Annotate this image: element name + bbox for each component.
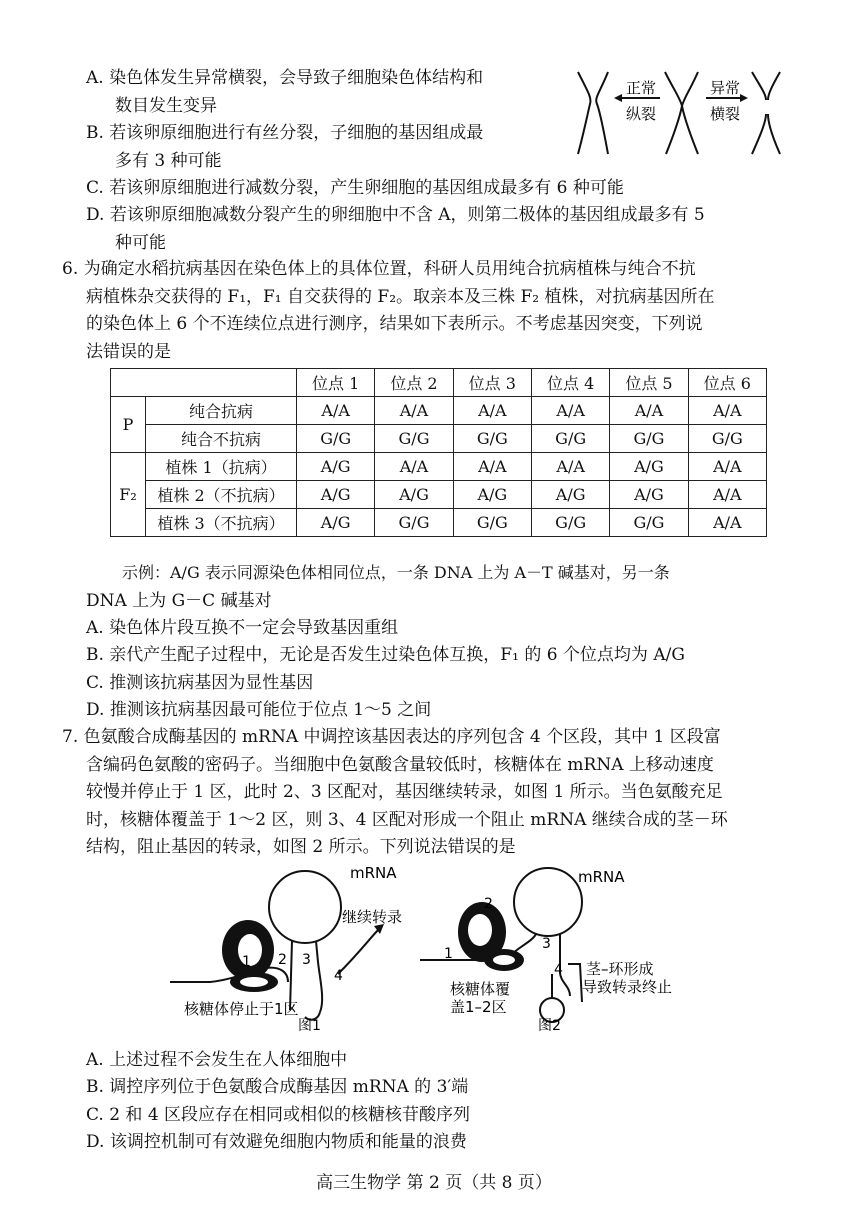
table-cell: G/G [531,425,609,453]
fig1-region-1: 1 [242,954,251,970]
q6-stem-line1: 6. 为确定水稻抗病基因在染色体上的具体位置，科研人员用纯合抗病植株与纯合不抗 [62,259,696,279]
table-header-row [111,369,767,397]
q6-option-a: A. 染色体片段互换不一定会导致基因重组 [86,618,399,638]
table-row [111,509,767,537]
fig1-region-2: 2 [278,952,287,968]
fig2-title: 图2 [538,1018,561,1034]
table-cell: A/G [297,481,375,509]
q7-stem-line3: 较慢并停止于 1 区，此时 2、3 区配对，基因继续转录，如图 1 所示。当色氨酸充足 [86,782,723,802]
group-label-p: P [111,397,146,453]
table-cell: A/A [297,397,375,425]
q6-stem-line4: 法错误的是 [86,342,171,362]
q6-stem-line2: 病植株杂交获得的 F₁，F₁ 自交获得的 F₂。取亲本及三株 F₂ 植株，对抗病基因所在 [86,287,715,307]
fig2-region-1: 1 [444,946,453,962]
figure-1-ribosome-stalled [170,862,420,1042]
table-cell: G/G [297,425,375,453]
q7-option-a: A. 上述过程不会发生在人体细胞中 [86,1050,348,1070]
q5-option-b-line2: 多有 3 种可能 [115,151,222,171]
row-label: 植株 3（不抗病） [146,509,297,537]
genotype-table [110,368,767,537]
table-cell: A/A [531,397,609,425]
table-cell: A/A [375,397,453,425]
table-cell: A/G [375,481,453,509]
table-cell: A/A [531,453,609,481]
q6-option-d: D. 推测该抗病基因最可能位于位点 1～5 之间 [86,700,432,720]
q7-stem-line1: 7. 色氨酸合成酶基因的 mRNA 中调控该基因表达的序列包含 4 个区段，其中 1 区段富 [62,727,721,747]
q6-option-c: C. 推测该抗病基因为显性基因 [86,673,314,693]
q7-stem-line2: 含编码色氨酸的密码子。当细胞中色氨酸含量较低时，核糖体在 mRNA 上移动速度 [86,755,714,775]
q7-option-b: B. 调控序列位于色氨酸合成酶基因 mRNA 的 3′端 [86,1077,469,1097]
header-site-3: 位点 3 [453,369,531,397]
row-label: 纯合不抗病 [146,425,297,453]
table-cell: A/G [610,481,688,509]
q5-option-c: C. 若该卵原细胞进行减数分裂，产生卵细胞的基因组成最多有 6 种可能 [86,178,624,198]
row-label: 植株 1（抗病） [146,453,297,481]
fig2-stem-loop-label-1: 茎–环形成 [586,960,654,978]
table-cell: G/G [610,509,688,537]
fig2-region-4: 4 [554,962,563,978]
page-footer: 高三生物学 第 2 页（共 8 页） [316,1173,552,1193]
fig1-continue-label: 继续转录 [342,908,403,926]
table-cell: A/A [610,397,688,425]
fig1-title: 图1 [298,1018,321,1034]
table-cell: A/A [375,453,453,481]
table-cell: A/A [688,453,766,481]
figure-2-stem-loop [420,862,690,1042]
table-cell: A/A [688,397,766,425]
table-cell: A/G [297,509,375,537]
fig1-mrna-label: mRNA [350,864,397,882]
table-row [111,397,767,425]
table-cell: A/G [610,453,688,481]
q7-option-d: D. 该调控机制可有效避免细胞内物质和能量的浪费 [86,1132,467,1152]
q7-option-c: C. 2 和 4 区段应存在相同或相似的核糖核苷酸序列 [86,1105,471,1125]
row-label: 纯合抗病 [146,397,297,425]
table-cell: A/A [688,509,766,537]
fig-abnormal-label-1: 异常 [710,79,741,97]
table-cell: G/G [453,425,531,453]
row-label: 植株 2（不抗病） [146,481,297,509]
table-cell: G/G [610,425,688,453]
q6-note-line2: DNA 上为 G－C 碱基对 [86,591,272,611]
table-cell: G/G [375,425,453,453]
header-site-4: 位点 4 [531,369,609,397]
fig-normal-label-2: 纵裂 [626,105,657,123]
fig2-caption-2: 盖1–2区 [450,998,507,1016]
table-cell: A/A [453,397,531,425]
fig-abnormal-label-2: 横裂 [710,105,741,123]
fig2-region-2: 2 [484,896,493,912]
q5-option-a-line2: 数目发生变异 [115,96,217,116]
q6-stem-line3: 的染色体上 6 个不连续位点进行测序，结果如下表所示。不考虑基因突变，下列说 [86,314,703,334]
fig-normal-label-1: 正常 [626,79,657,97]
table-row [111,425,767,453]
q6-option-b: B. 亲代产生配子过程中，无论是否发生过染色体互换，F₁ 的 6 个位点均为 A/G [86,645,685,665]
table-cell: A/G [531,481,609,509]
q5-option-a-line1: A. 染色体发生异常横裂，会导致子细胞染色体结构和 [86,68,484,88]
header-site-5: 位点 5 [610,369,688,397]
table-row [111,481,767,509]
fig1-region-4: 4 [334,968,343,984]
table-cell: G/G [375,509,453,537]
table-row [111,453,767,481]
table-cell: A/G [297,453,375,481]
q5-option-b-line1: B. 若该卵原细胞进行有丝分裂，子细胞的基因组成最 [86,123,484,143]
table-cell: A/A [453,453,531,481]
table-cell: A/G [453,481,531,509]
table-cell: A/A [688,481,766,509]
fig2-region-3: 3 [542,936,551,952]
header-site-6: 位点 6 [688,369,766,397]
fig2-mrna-label: mRNA [578,868,625,886]
header-site-1: 位点 1 [297,369,375,397]
table-cell: G/G [688,425,766,453]
fig2-caption-1: 核糖体覆 [450,980,511,998]
chromosome-division-figure [570,62,795,162]
group-label-f2: F₂ [111,453,146,537]
q5-option-d-line1: D. 若该卵原细胞减数分裂产生的卵细胞中不含 A，则第二极体的基因组成最多有 5 [86,205,705,225]
header-site-2: 位点 2 [375,369,453,397]
fig1-region-3: 3 [302,952,311,968]
q7-stem-line4: 时，核糖体覆盖于 1～2 区，则 3、4 区配对形成一个阻止 mRNA 继续合成的茎－环 [86,810,728,830]
fig1-caption: 核糖体停止于1区 [184,1000,299,1018]
q7-stem-line5: 结构，阻止基因的转录，如图 2 所示。下列说法错误的是 [86,837,516,857]
fig2-stem-loop-label-2: 导致转录终止 [582,978,673,996]
table-cell: G/G [531,509,609,537]
q5-option-d-line2: 种可能 [115,233,166,253]
q6-note-line1: 示例：A/G 表示同源染色体相同位点，一条 DNA 上为 A－T 碱基对，另一条 [122,563,670,582]
table-cell: G/G [453,509,531,537]
